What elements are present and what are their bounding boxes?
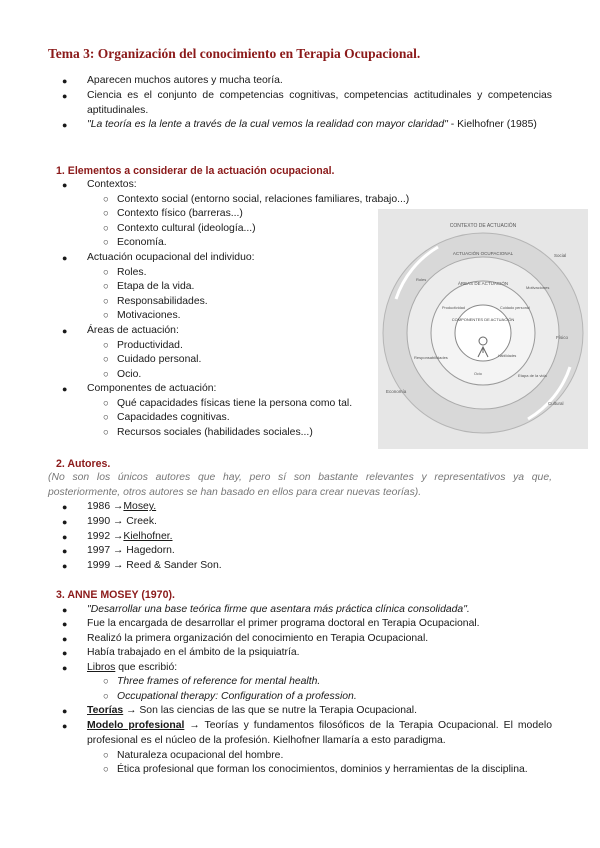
circle-bullet-icon: ○: [103, 354, 109, 365]
diagram-label: Roles: [416, 277, 427, 282]
group-item: Motivaciones.: [117, 310, 181, 321]
bullet-icon: ●: [62, 648, 68, 658]
circle-bullet-icon: ○: [103, 223, 109, 234]
libros-label[interactable]: Libros: [87, 662, 116, 673]
bullet-icon: ●: [62, 253, 68, 263]
group-label: Componentes de actuación:: [87, 383, 217, 394]
group-item: Cuidado personal.: [117, 354, 202, 365]
bullet-icon: ●: [62, 326, 68, 336]
intro-quote: [87, 118, 552, 133]
diagram-label: Motivaciones: [526, 285, 550, 290]
outer-label: CONTEXTO DE ACTUACIÓN: [449, 223, 517, 229]
mosey-quote: "Desarrollar una base teórica firme que asentara más práctica clínica consolidada".: [87, 604, 470, 615]
author-item: [87, 530, 552, 545]
circle-bullet-icon: ○: [103, 310, 109, 321]
bullet-icon: ●: [62, 180, 68, 190]
mosey-item: Había trabajado en el ámbito de la psiquiatría.: [87, 647, 300, 658]
bullet-icon: ●: [62, 605, 68, 615]
author-name[interactable]: Mosey.: [123, 501, 157, 512]
group-label: Actuación ocupacional del individuo:: [87, 252, 255, 263]
bullet-icon: ●: [62, 634, 68, 644]
group-item: Capacidades cognitivas.: [117, 412, 230, 423]
circle-bullet-icon: ○: [103, 412, 109, 423]
group-item: Productividad.: [117, 340, 183, 351]
group-item: Roles.: [117, 267, 147, 278]
diagram-label: Ocio: [474, 372, 482, 376]
circle-bullet-icon: ○: [103, 237, 109, 248]
diagram-label: Físico: [556, 335, 569, 340]
teorias-label[interactable]: Teorías: [87, 705, 124, 716]
page-title: Tema 3: Organización del conocimiento en Terapia Ocupacional.: [48, 46, 421, 61]
inner-label: ÁREAS DE ACTUACIÓN: [457, 281, 509, 286]
diagram-label: Responsabilidades: [414, 355, 448, 360]
circle-bullet-icon: ○: [103, 427, 109, 438]
group-item: Ocio.: [117, 369, 142, 380]
circle-bullet-icon: ○: [103, 398, 109, 409]
middle-label: ACTUACIÓN OCUPACIONAL: [452, 251, 514, 256]
circle-bullet-icon: ○: [103, 340, 109, 351]
teorias-item: [87, 704, 552, 719]
bullet-icon: ●: [62, 663, 68, 673]
author-item: [87, 515, 552, 530]
author-name[interactable]: Kielhofner.: [123, 531, 173, 542]
modelo-item: [87, 719, 552, 748]
author-name: Creek.: [126, 516, 157, 527]
diagram-label: Cultural: [548, 401, 564, 406]
author-year: 1990 →: [87, 516, 124, 527]
bullet-icon: ●: [62, 120, 68, 130]
circle-bullet-icon: ○: [103, 267, 109, 278]
author-year: 1997 →: [87, 545, 124, 556]
book-title: Occupational therapy: Configuration of a profession.: [117, 691, 357, 702]
author-item: [87, 500, 552, 515]
circle-bullet-icon: ○: [103, 676, 109, 687]
bullet-icon: ●: [62, 532, 68, 542]
modelo-subitem: Ética profesional que forman los conocimientos, dominios y herramientas de la disciplina.: [117, 764, 528, 775]
group-item: Economía.: [117, 237, 167, 248]
bullet-icon: ●: [62, 76, 68, 86]
circle-bullet-icon: ○: [103, 750, 109, 761]
quote-author: - Kielhofner (1985): [447, 119, 537, 130]
author-year: 1986 →: [87, 501, 124, 512]
group-label: Contextos:: [87, 179, 137, 190]
group-item: Contexto social (entorno social, relaciones familiares, trabajo...): [117, 194, 410, 205]
diagram-label: Cuidado personal: [500, 306, 530, 310]
bullet-icon: ●: [62, 561, 68, 571]
author-item: [87, 544, 552, 559]
bullet-icon: ●: [62, 619, 68, 629]
diagram-label: Productividad: [442, 306, 466, 310]
mosey-item: Fue la encargada de desarrollar el primer programa doctoral en Terapia Ocupacional.: [87, 618, 480, 629]
teorias-rest: → Son las ciencias de las que se nutre la Terapia Ocupacional.: [123, 705, 418, 716]
circle-bullet-icon: ○: [103, 691, 109, 702]
section-2-heading: 2. Autores.: [56, 458, 111, 470]
circle-bullet-icon: ○: [103, 281, 109, 292]
modelo-subitem: Naturaleza ocupacional del hombre.: [117, 750, 284, 761]
bullet-icon: ●: [62, 546, 68, 556]
group-item: Recursos sociales (habilidades sociales...): [117, 427, 313, 438]
group-item: Responsabilidades.: [117, 296, 208, 307]
intro-item: Ciencia es el conjunto de competencias cognitivas, competencias actitudinales y competencias aptitudinales.: [87, 90, 552, 116]
authors-note: (No son los únicos autores que hay, pero sí son bastante relevantes y representativos ya que, posteriormente, otros autores se han basado en ellos para crear nuevas teorías).: [48, 472, 552, 498]
intro-item: Aparecen muchos autores y mucha teoría.: [87, 75, 283, 86]
bullet-icon: ●: [62, 91, 68, 101]
occupational-performance-diagram: [378, 209, 588, 449]
author-name: Hagedorn.: [126, 545, 175, 556]
author-year: 1992 →: [87, 531, 124, 542]
author-item: [87, 559, 552, 574]
bullet-icon: ●: [62, 706, 68, 716]
group-item: Contexto físico (barreras...): [117, 208, 243, 219]
modelo-label[interactable]: Modelo profesional: [87, 720, 185, 731]
circle-bullet-icon: ○: [103, 369, 109, 380]
libros-item: [87, 661, 552, 676]
group-item: Contexto cultural (ideología...): [117, 223, 256, 234]
bullet-icon: ●: [62, 517, 68, 527]
circle-bullet-icon: ○: [103, 208, 109, 219]
section-1-heading: 1. Elementos a considerar de la actuación ocupacional.: [56, 165, 335, 177]
circle-bullet-icon: ○: [103, 194, 109, 205]
bullet-icon: ●: [62, 384, 68, 394]
modelo-rest: → Teorías y fundamentos filosóficos de la Terapia Ocupacional. El modelo profesional es el núcleo de la profesión. Kielhofner llamaría a esto paradigma.: [87, 720, 552, 746]
mosey-item: Realizó la primera organización del conocimiento en Terapia Ocupacional.: [87, 633, 429, 644]
group-item: Qué capacidades físicas tiene la persona como tal.: [117, 398, 353, 409]
diagram-label: Habilidades: [498, 354, 517, 358]
author-year: 1999 →: [87, 560, 124, 571]
bullet-icon: ●: [62, 721, 68, 731]
section-3-heading: 3. ANNE MOSEY (1970).: [56, 589, 175, 601]
libros-rest: que escribió:: [115, 662, 178, 673]
bullet-icon: ●: [62, 502, 68, 512]
diagram-label: Etapa de la vida: [518, 373, 547, 378]
author-name: Reed & Sander Son.: [126, 560, 222, 571]
circle-bullet-icon: ○: [103, 764, 109, 775]
circle-bullet-icon: ○: [103, 296, 109, 307]
book-title: Three frames of reference for mental health.: [117, 676, 321, 687]
group-item: Etapa de la vida.: [117, 281, 195, 292]
core-label: COMPONENTES DE ACTUACIÓN: [451, 317, 515, 322]
diagram-label: Social: [554, 253, 567, 258]
quote-text: "La teoría es la lente a través de la cual vemos la realidad con mayor claridad": [87, 119, 448, 130]
group-label: Áreas de actuación:: [87, 325, 179, 336]
diagram-label: Economía: [386, 389, 407, 394]
